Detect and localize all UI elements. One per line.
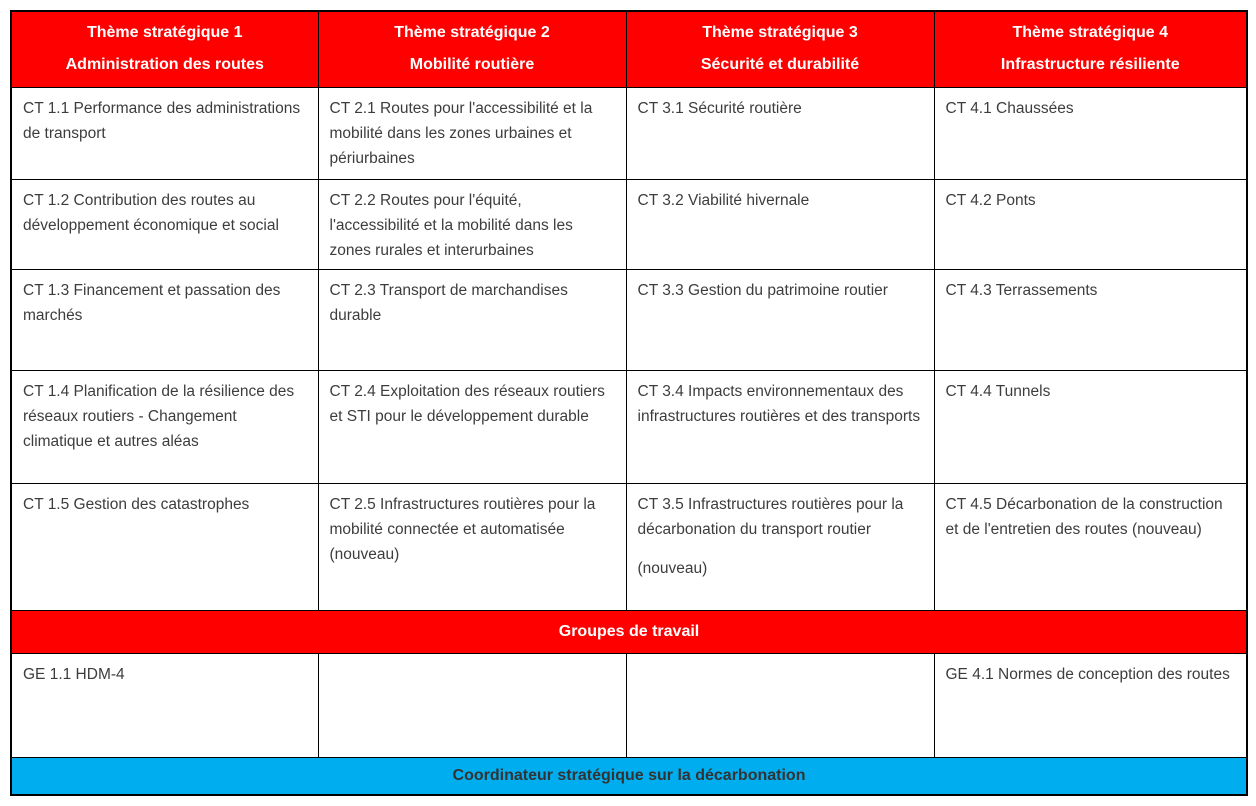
decarbonation-coordinator-banner: Coordinateur stratégique sur la décarbonation <box>11 757 1247 795</box>
theme-1-subtitle: Administration des routes <box>65 56 264 74</box>
cell-ct-2-2: CT 2.2 Routes pour l'équité, l'accessibilité et la mobilité dans les zones rurales et interurbaines <box>318 179 626 269</box>
table-row <box>11 483 1247 610</box>
cell-ct-3-3: CT 3.3 Gestion du patrimoine routier <box>626 269 934 370</box>
cell-ct-3-5 <box>626 483 934 610</box>
cell-ct-3-1: CT 3.1 Sécurité routière <box>626 87 934 179</box>
column-header-theme-1 <box>11 11 318 87</box>
cell-ct-3-4: CT 3.4 Impacts environnementaux des infrastructures routières et des transports <box>626 370 934 483</box>
strategic-themes-table <box>10 10 1248 796</box>
cell-ct-1-2: CT 1.2 Contribution des routes au développement économique et social <box>11 179 318 269</box>
cell-ct-4-4: CT 4.4 Tunnels <box>934 370 1247 483</box>
cell-ct-4-2: CT 4.2 Ponts <box>934 179 1247 269</box>
cell-ct-3-5-text: CT 3.5 Infrastructures routières pour la décarbonation du transport routier <box>637 495 904 538</box>
theme-3-subtitle: Sécurité et durabilité <box>700 56 860 74</box>
column-header-theme-3 <box>626 11 934 87</box>
cell-ct-1-5: CT 1.5 Gestion des catastrophes <box>11 483 318 610</box>
table-row <box>11 269 1247 370</box>
working-groups-row <box>11 653 1247 757</box>
cell-ct-2-5: CT 2.5 Infrastructures routières pour la mobilité connectée et automatisée (nouveau) <box>318 483 626 610</box>
table-row <box>11 370 1247 483</box>
groups-banner-row <box>11 610 1247 653</box>
cell-ge-4-1: GE 4.1 Normes de conception des routes <box>934 653 1247 757</box>
theme-1-title: Thème stratégique 1 <box>86 24 243 42</box>
theme-2-title: Thème stratégique 2 <box>394 24 550 42</box>
cell-ct-3-5-note: (nouveau) <box>637 559 708 577</box>
theme-4-subtitle: Infrastructure résiliente <box>1000 56 1180 74</box>
cell-ct-4-1: CT 4.1 Chaussées <box>934 87 1247 179</box>
table-row <box>11 179 1247 269</box>
cell-ct-3-2: CT 3.2 Viabilité hivernale <box>626 179 934 269</box>
cell-ct-4-5: CT 4.5 Décarbonation de la construction et de l'entretien des routes (nouveau) <box>934 483 1247 610</box>
cell-ct-2-3: CT 2.3 Transport de marchandises durable <box>318 269 626 370</box>
table-row <box>11 87 1247 179</box>
theme-3-title: Thème stratégique 3 <box>702 24 858 42</box>
cell-ct-1-3: CT 1.3 Financement et passation des marchés <box>11 269 318 370</box>
theme-2-subtitle: Mobilité routière <box>409 56 535 74</box>
coordinator-banner-row <box>11 757 1247 795</box>
header-row <box>11 11 1247 87</box>
cell-ge-empty-3 <box>626 653 934 757</box>
column-header-theme-4 <box>934 11 1247 87</box>
cell-ct-2-1: CT 2.1 Routes pour l'accessibilité et la mobilité dans les zones urbaines et périurbaines <box>318 87 626 179</box>
groups-of-work-banner: Groupes de travail <box>11 610 1247 653</box>
cell-ge-empty-2 <box>318 653 626 757</box>
theme-4-title: Thème stratégique 4 <box>1012 24 1169 42</box>
cell-ct-4-3: CT 4.3 Terrassements <box>934 269 1247 370</box>
cell-ct-1-1: CT 1.1 Performance des administrations de transport <box>11 87 318 179</box>
column-header-theme-2 <box>318 11 626 87</box>
cell-ct-1-4: CT 1.4 Planification de la résilience des réseaux routiers - Changement climatique et autres aléas <box>11 370 318 483</box>
cell-ct-2-4: CT 2.4 Exploitation des réseaux routiers et STI pour le développement durable <box>318 370 626 483</box>
cell-ge-1-1: GE 1.1 HDM-4 <box>11 653 318 757</box>
